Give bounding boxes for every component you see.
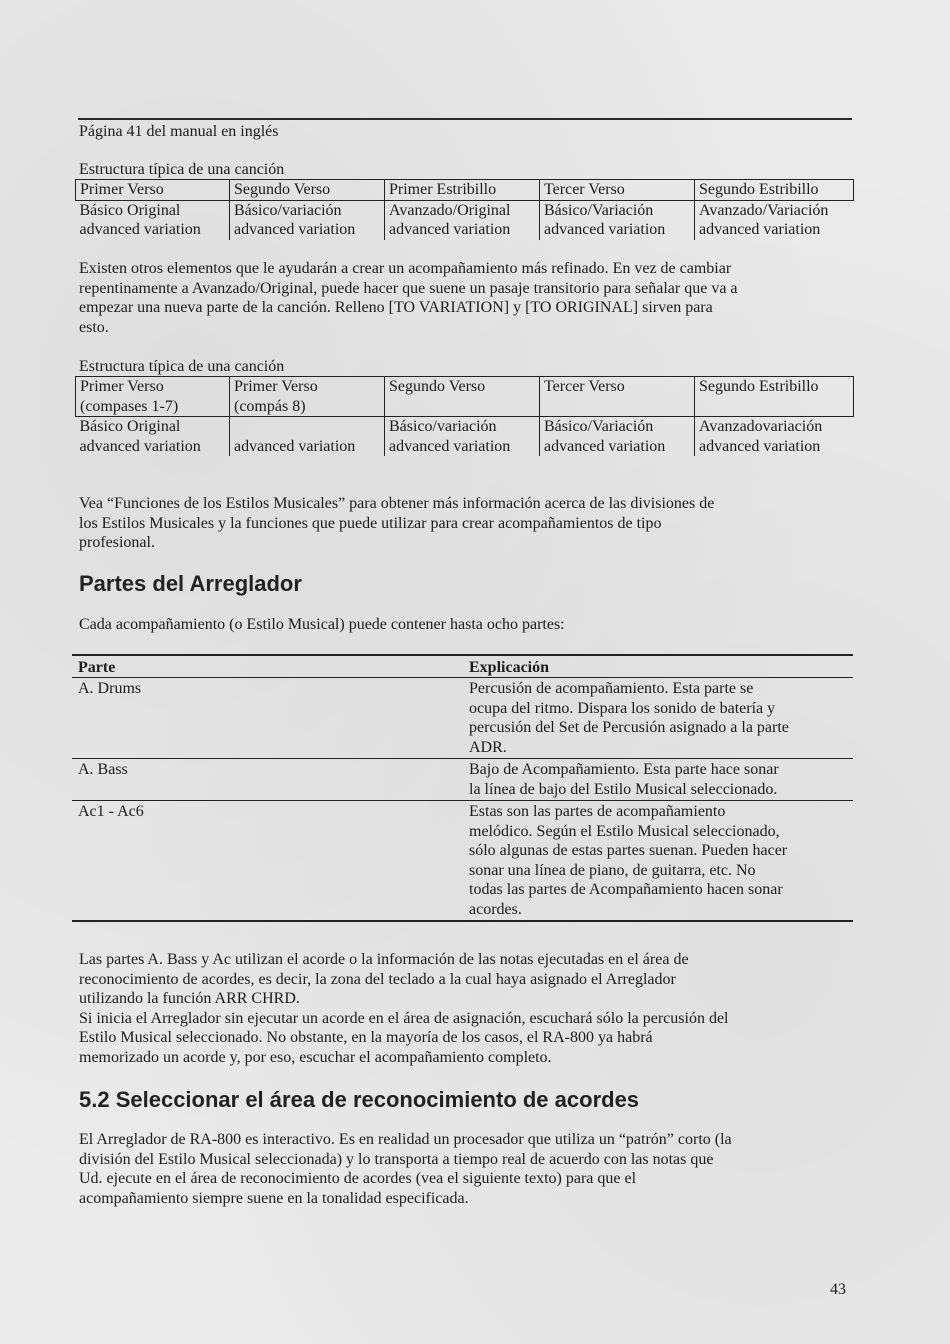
table2-cell: Básico/Variación [540,417,695,437]
table2-cell: Básico Original [79,418,181,435]
part-explanation: Bajo de Acompañamiento. Esta parte hace sonar la línea de bajo del Estilo Musical seleccionado. [463,759,853,801]
part-explanation: Estas son las partes de acompañamiento melódico. Según el Estilo Musical seleccionado, sólo algunas de estas partes suenan. Pueden hacer sonar una línea de piano, de guitarra, etc. No todas las partes de Acompañamiento hacen sonar acordes. [463,801,853,922]
paragraph-bass-ac [79,950,859,1067]
text-line: El Arreglador de RA-800 es interactivo. Es en realidad un procesador que utiliza un “patrón” corto (la [79,1131,732,1148]
table2-cell: advanced variation [230,437,385,457]
section-intro: Cada acompañamiento (o Estilo Musical) puede contener hasta ocho partes: [79,616,565,633]
page-number: 43 [830,1281,846,1298]
table1-cell: advanced variation [540,220,695,240]
part-name: A. Bass [72,759,463,801]
table2-cell: advanced variation [79,437,201,455]
text-line: acompañamiento siempre suene en la tonalidad especificada. [79,1189,469,1207]
table1-header-cell: Segundo Verso [230,180,385,201]
text-line: utilizando la función ARR CHRD. [79,990,300,1007]
part-name: A. Drums [72,678,463,759]
text-line: profesional. [79,534,155,551]
table2-cell [230,417,385,437]
paragraph-arranger-interactive [79,1130,859,1208]
table1-cell: advanced variation [385,220,540,240]
table1-header-cell: Segundo Estribillo [695,180,854,201]
page-reference: Página 41 del manual en inglés [79,123,279,140]
table-row [72,678,853,759]
table1-header-cell: Primer Estribillo [385,180,540,201]
table1-cell: Avanzado/Original [385,200,540,220]
table1-caption: Estructura típica de una canción [79,161,285,178]
table1-cell: advanced variation [695,220,854,240]
table2-header-cell: Primer Verso (compás 8) [230,377,385,417]
table2-cell: Básico/variación [385,417,540,437]
table2-cell: Avanzadovariación [695,417,854,437]
part-name: Ac1 - Ac6 [72,801,463,922]
table1-cell: advanced variation [230,220,385,240]
text-line: Vea “Funciones de los Estilos Musicales” para obtener más información acerca de las divisiones de [79,495,715,512]
text-line: división del Estilo Musical seleccionada) y lo transporta a tiempo real de acuerdo con las notas que [79,1150,714,1168]
text-line: esto. [79,318,109,336]
text-line: empezar una nueva parte de la canción. Relleno [TO VARIATION] y [TO ORIGINAL] sirven para [79,299,713,316]
table2-cell: advanced variation [385,437,540,457]
table1-cell: Avanzado/Variación [695,200,854,220]
table2-header-cell: Tercer Verso [540,377,695,417]
table2-header-cell: Primer Verso (compases 1-7) [76,377,230,417]
table1-header-cell: Tercer Verso [540,180,695,201]
section-heading-partes: Partes del Arreglador [79,571,302,596]
text-line: Estilo Musical seleccionado. No obstante, en la mayoría de los casos, el RA-800 ya habrá [79,1029,653,1046]
table2-caption: Estructura típica de una canción [79,358,285,375]
table1-cell: Básico/variación [230,200,385,220]
text-line: Ud. ejecute en el área de reconocimiento de acordes (vea el siguiente texto) para que el [79,1170,637,1187]
section-heading-5-2: 5.2 Seleccionar el área de reconocimiento de acordes [79,1087,640,1112]
paragraph-fill-in [79,259,859,337]
table2-cell: advanced variation [695,437,854,457]
text-line: reconocimiento de acordes, es decir, la zona del teclado a la cual haya asignado el Arreglador [79,970,676,988]
paragraph-see-functions [79,494,859,553]
text-line: Existen otros elementos que le ayudarán a crear un acompañamiento más refinado. En vez de cambiar [79,260,732,277]
text-line: repentinamente a Avanzado/Original, puede hacer que suene un pasaje transitorio para señalar que va a [79,279,738,297]
table2-header-cell: Segundo Estribillo [695,377,854,417]
text-line: Las partes A. Bass y Ac utilizan el acorde o la información de las notas ejecutadas en el área de [79,951,689,968]
table-row [72,759,853,801]
table2-cell: advanced variation [540,437,695,457]
table1-header-cell: Primer Verso [76,180,230,201]
table2-header-cell: Segundo Verso [385,377,540,417]
table1-cell: advanced variation [79,221,201,238]
top-rule [78,118,852,120]
song-structure-table-2 [75,376,854,456]
table1-cell: Básico Original [79,201,181,219]
column-header-part: Parte [72,655,463,678]
table-row [72,801,853,922]
text-line: Si inicia el Arreglador sin ejecutar un acorde en el área de asignación, escuchará sólo la percusión del [79,1009,729,1027]
column-header-explanation: Explicación [463,655,853,678]
table1-cell: Básico/Variación [540,200,695,220]
text-line: memorizado un acorde y, por eso, escuchar el acompañamiento completo. [79,1048,552,1066]
song-structure-table-1 [75,179,854,240]
part-explanation: Percusión de acompañamiento. Esta parte se ocupa del ritmo. Dispara los sonido de batería y percusión del Set de Percusión asignado a la parte ADR. [463,678,853,759]
arranger-parts-table [72,654,853,922]
text-line: los Estilos Musicales y la funciones que puede utilizar para crear acompañamientos de tipo [79,514,662,532]
